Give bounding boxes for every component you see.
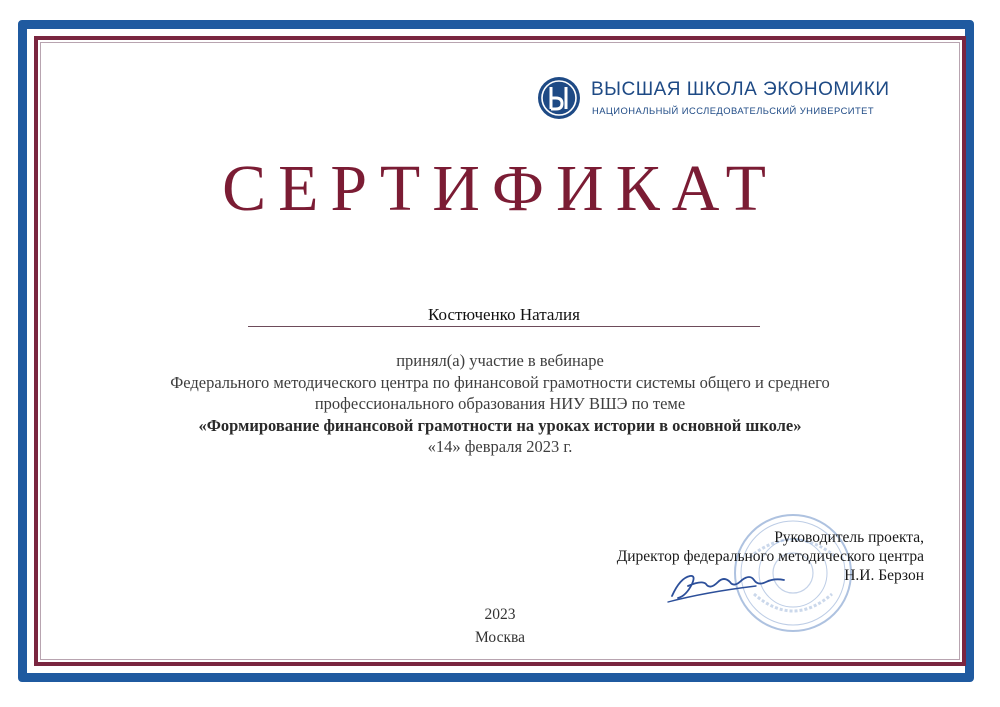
issue-city: Москва	[475, 629, 525, 646]
body-line-1: принял(а) участие в вебинаре	[396, 351, 604, 370]
body-line-2: Федерального методического центра по финансовой грамотности системы общего и среднего	[170, 372, 830, 392]
certificate-title: СЕРТИФИКАТ	[222, 152, 778, 225]
institution-subtitle: НАЦИОНАЛЬНЫЙ ИССЛЕДОВАТЕЛЬСКИЙ УНИВЕРСИТЕТ	[592, 105, 875, 116]
hse-emblem-icon	[537, 76, 581, 120]
certificate-body	[110, 350, 890, 458]
hse-logo	[537, 76, 917, 122]
institution-name: ВЫСШАЯ ШКОЛА ЭКОНОМИКИ	[591, 79, 890, 100]
issue-year: 2023	[484, 606, 516, 623]
body-line-3: профессионального образования НИУ ВШЭ по теме	[314, 394, 686, 413]
recipient-name: Костюченко Наталия	[428, 305, 580, 324]
signatory-role-2: Директор федерального методического центра	[616, 548, 924, 565]
webinar-date: «14» февраля 2023 г.	[427, 437, 573, 456]
handwritten-signature	[666, 556, 796, 610]
signatory-role-1: Руководитель проекта,	[774, 529, 924, 546]
signatory-name: Н.И. Берзон	[844, 567, 924, 584]
recipient-underline	[248, 326, 760, 327]
webinar-topic: «Формирование финансовой грамотности на уроках истории в основной школе»	[198, 415, 802, 435]
